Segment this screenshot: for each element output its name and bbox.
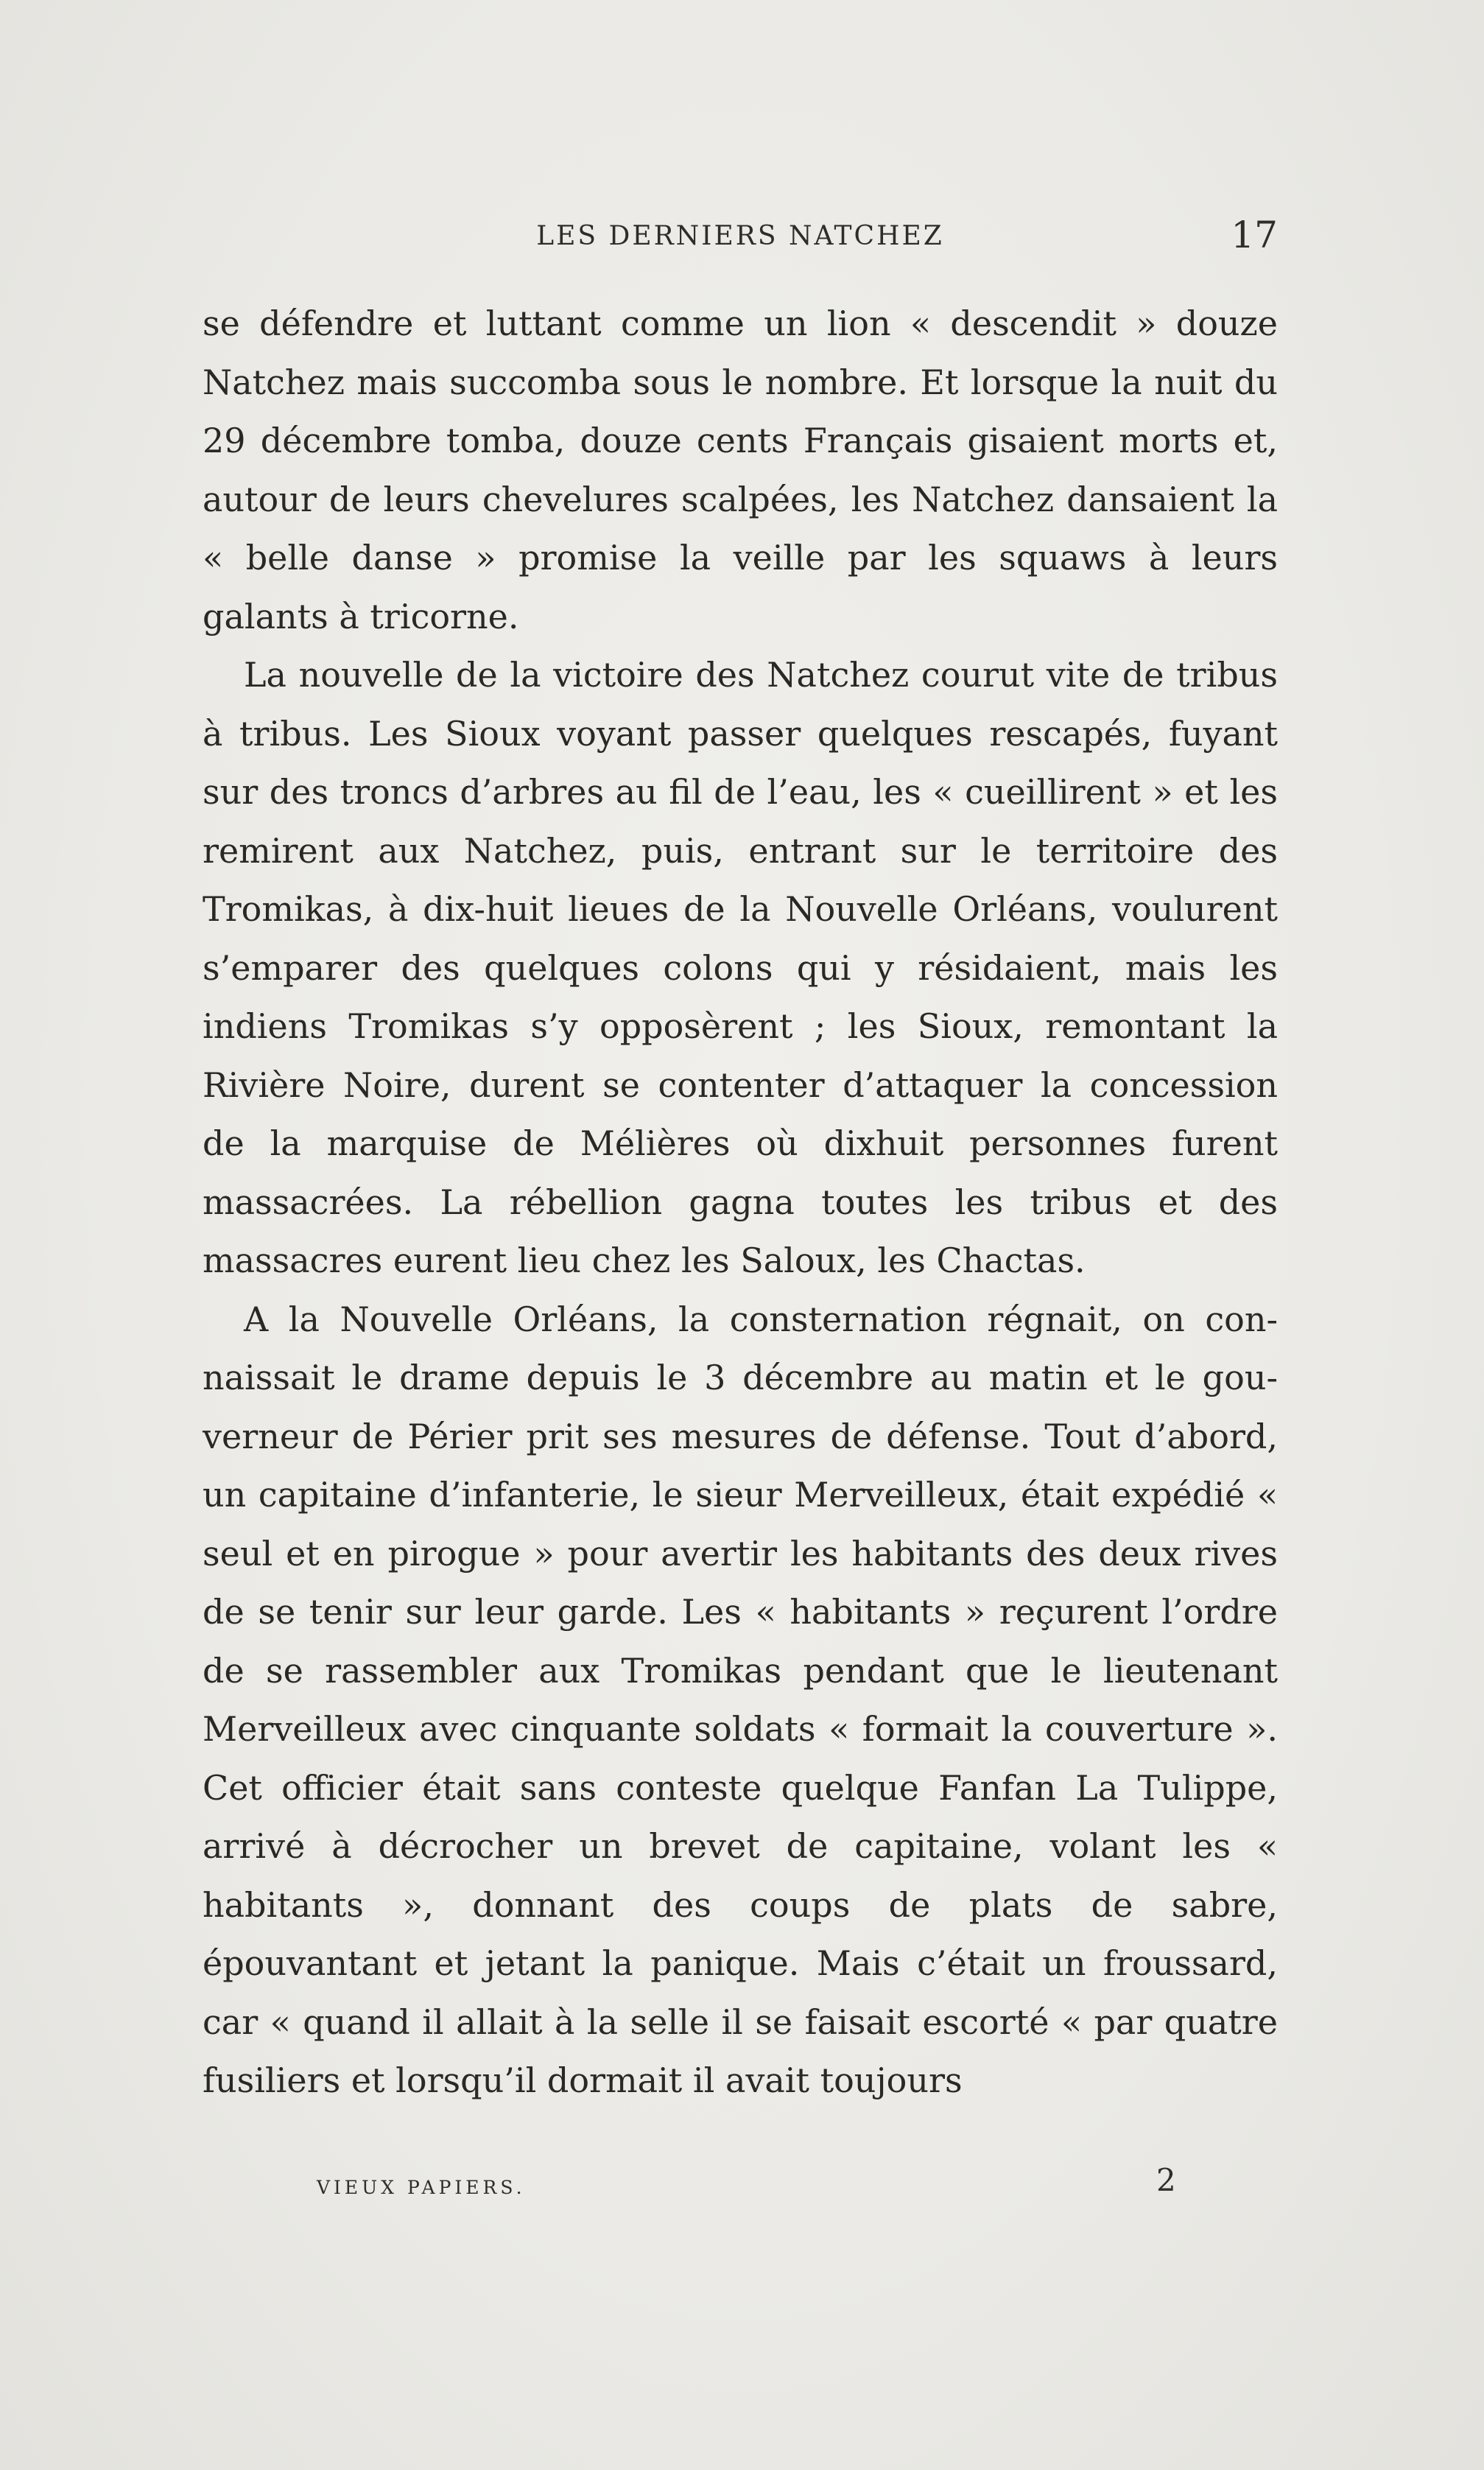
page-footer: [203, 2162, 1278, 2206]
paragraph-2: La nouvelle de la victoire des Natchez courut vite de tribus à tribus. Les Sioux voyant passer quelques rescapés, fuyant sur des troncs d’arbres au fil de l’eau, les « cueillirent » et les remirent aux Natchez, puis, entrant sur le territoire des Tromikas, à dix-huit lieues de la Nouvelle Orléans, voulurent s’emparer des quelques colons qui y résidaient, mais les indiens Tromikas s’y opposèrent ; les Sioux, remontant la Rivière Noire, durent se contenter d’attaquer la concession de la marquise de Mélières où dixhuit personnes furent massacrées. La rébellion gagna toutes les tribus et des massacres eurent lieu chez les Saloux, les Chactas.: [203, 655, 1278, 1280]
running-title: LES DERNIERS NATCHEZ: [536, 221, 944, 251]
signature-mark: VIEUX PAPIERS.: [317, 2177, 526, 2198]
page-number: 17: [1231, 214, 1278, 256]
body-text: [203, 295, 1278, 2111]
signature-number: 2: [1156, 2162, 1176, 2198]
paragraph-3: A la Nouvelle Orléans, la consternation régnait, on connaissait le drame depuis le 3 décembre au matin et le gouverneur de Périer prit ses mesures de défense. Tout d’abord, un capitaine d’infanterie, le sieur Merveilleux, était expédié « seul et en pirogue » pour avertir les habitants des deux rives de se tenir sur leur garde. Les « habitants » reçurent l’ordre de se rassembler aux Tromikas pendant que le lieutenant Merveilleux avec cinquante soldats « formait la couverture ». Cet officier était sans conteste quelque Fanfan La Tulippe, arrivé à décrocher un brevet de capitaine, volant les « habitants », donnant des coups de plats de sabre, épouvantant et jetant la panique. Mais c’était un froussard, car « quand il allait à la selle il se faisait escorté « par quatre fusiliers et lorsqu’il dormait il avait toujours: [203, 1299, 1278, 2100]
running-head: [203, 214, 1278, 258]
paragraph-1: se défendre et luttant comme un lion « descendit » douze Natchez mais succomba sous le nombre. Et lorsque la nuit du 29 décembre tomba, douze cents Français gisaient morts et, autour de leurs chevelures scalpées, les Natchez dansaient la « belle danse » promise la veille par les squaws à leurs galants à tricorne.: [203, 304, 1278, 636]
